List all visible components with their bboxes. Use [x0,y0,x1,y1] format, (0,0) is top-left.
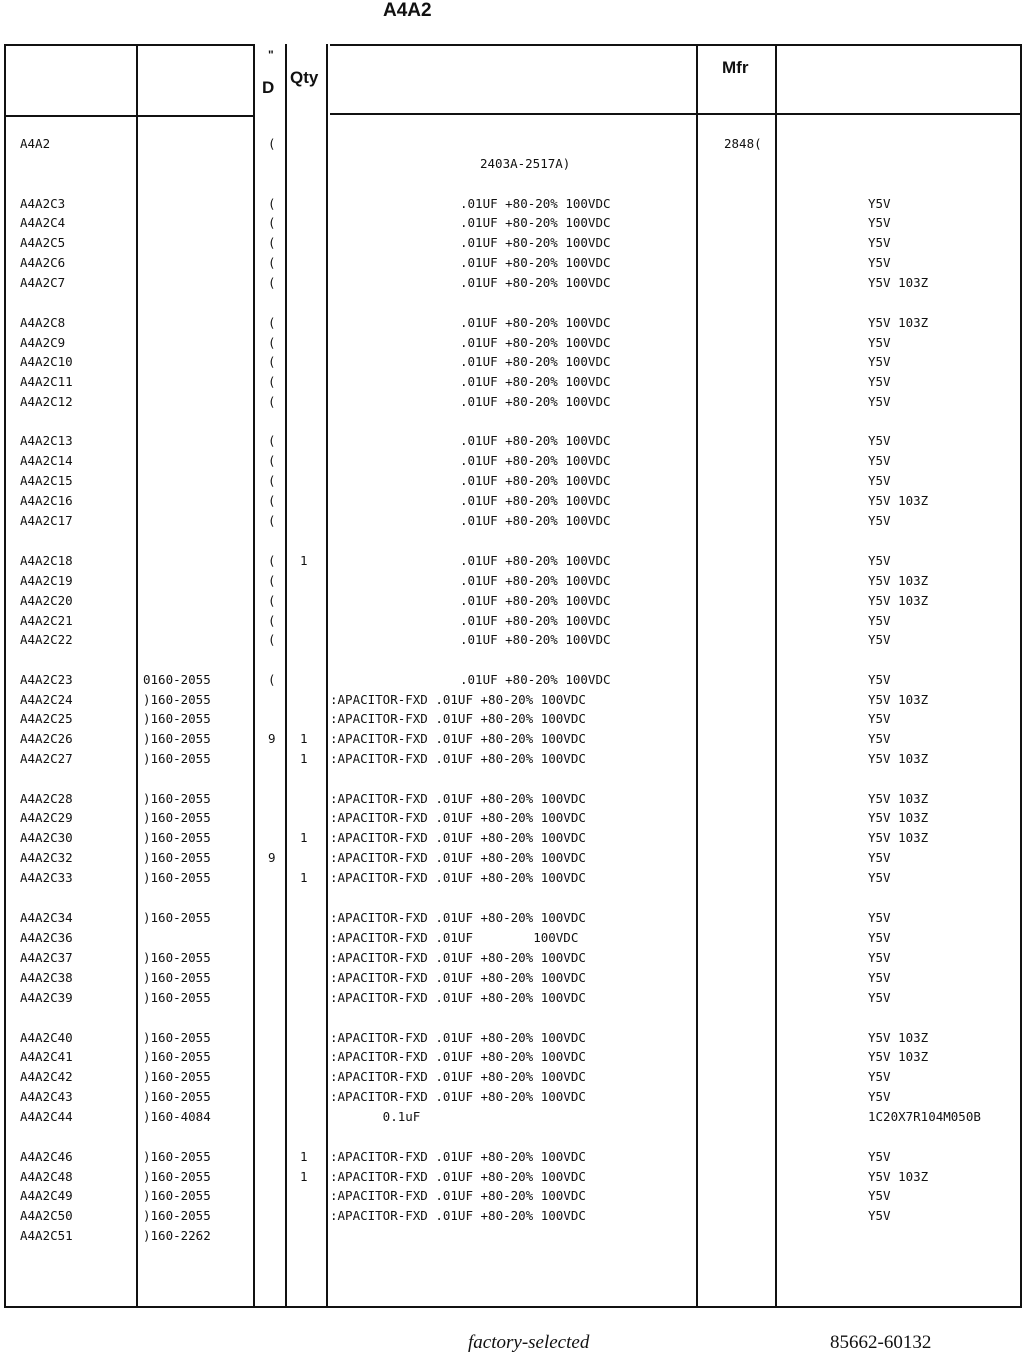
mfr-part-cell: Y5V [868,731,891,746]
mfr-part-cell: Y5V [868,1149,891,1164]
mfr-part-cell: Y5V [868,613,891,628]
part-number-cell: )160-2055 [143,850,211,865]
cd-cell: ( [268,613,276,628]
table-bottom-rule [4,1306,1022,1308]
mfr-code-cell: 2848( [724,136,762,151]
part-number-cell: )160-2055 [143,990,211,1005]
description-cell: .01UF +80-20% 100VDC [460,196,611,211]
part-number-cell: )160-2055 [143,1208,211,1223]
mfr-part-cell: Y5V [868,553,891,568]
ref-cell: A4A2C33 [20,870,73,885]
qty-cell: 1 [300,1149,308,1164]
col-divider-part [136,44,138,1308]
ref-cell: A4A2C5 [20,235,66,250]
col-divider-cd [253,44,255,1308]
part-number-cell: )160-2055 [143,1069,211,1084]
mfr-part-cell: Y5V 103Z [868,493,929,508]
cd-cell: ( [268,433,276,448]
mfr-part-cell: Y5V [868,354,891,369]
ref-cell: A4A2C34 [20,910,73,925]
ref-cell: A4A2C8 [20,315,66,330]
description-cell: .01UF +80-20% 100VDC [460,374,611,389]
description-cell: .01UF +80-20% 100VDC [460,613,611,628]
header-cd: D [262,78,275,97]
part-number-cell: )160-2262 [143,1228,211,1243]
col-divider-desc [326,44,328,1308]
page-title: A4A2 [383,0,432,21]
mfr-part-cell: Y5V 103Z [868,751,929,766]
mfr-part-cell: Y5V 103Z [868,275,929,290]
col-divider-mfrpart [775,44,777,1308]
header-qty: Qty [290,68,319,87]
mfr-part-cell: Y5V [868,374,891,389]
qty-cell: 1 [300,830,308,845]
description-cell: :APACITOR-FXD .01UF +80-20% 100VDC [330,1089,586,1104]
cd-cell: 9 [268,731,276,746]
description-cell: .01UF +80-20% 100VDC [460,315,611,330]
mfr-part-cell: Y5V [868,1208,891,1223]
mfr-part-cell: Y5V [868,235,891,250]
ref-cell: A4A2C10 [20,354,73,369]
mfr-part-cell: Y5V [868,453,891,468]
cd-cell: ( [268,473,276,488]
part-number-cell: )160-2055 [143,950,211,965]
ref-cell: A4A2C15 [20,473,73,488]
cd-cell: ( [268,315,276,330]
mfr-part-cell: Y5V [868,850,891,865]
mfr-part-cell: Y5V 103Z [868,593,929,608]
ref-cell: A4A2C3 [20,196,66,211]
cd-cell: ( [268,335,276,350]
mfr-part-cell: Y5V [868,433,891,448]
description-cell: :APACITOR-FXD .01UF +80-20% 100VDC [330,870,586,885]
header-bottom-rule [4,115,254,117]
qty-cell: 1 [300,553,308,568]
mfr-part-cell: Y5V [868,255,891,270]
mfr-part-cell: Y5V [868,335,891,350]
cd-cell: ( [268,136,276,151]
mfr-part-cell: Y5V 103Z [868,830,929,845]
header-mark: " [268,48,274,62]
mfr-part-cell: Y5V 103Z [868,1169,929,1184]
part-number-cell: )160-2055 [143,1030,211,1045]
description-cell: :APACITOR-FXD .01UF +80-20% 100VDC [330,1169,586,1184]
cd-cell: ( [268,553,276,568]
mfr-part-cell: Y5V [868,632,891,647]
description-cell: .01UF +80-20% 100VDC [460,473,611,488]
part-number-cell: )160-2055 [143,1188,211,1203]
description-cell: :APACITOR-FXD .01UF +80-20% 100VDC [330,990,586,1005]
description-cell: :APACITOR-FXD .01UF +80-20% 100VDC [330,830,586,845]
mfr-part-cell: Y5V [868,473,891,488]
mfr-part-cell: Y5V 103Z [868,1049,929,1064]
part-number-cell: )160-2055 [143,731,211,746]
mfr-part-cell: Y5V [868,930,891,945]
mfr-part-cell: Y5V [868,215,891,230]
mfr-part-cell: Y5V [868,1089,891,1104]
cd-cell: ( [268,196,276,211]
ref-cell: A4A2C11 [20,374,73,389]
ref-cell: A4A2C20 [20,593,73,608]
ref-cell: A4A2C25 [20,711,73,726]
mfr-part-cell: Y5V [868,950,891,965]
mfr-part-cell: Y5V [868,990,891,1005]
ref-cell: A4A2C19 [20,573,73,588]
ref-cell: A4A2C6 [20,255,66,270]
ref-cell: A4A2C16 [20,493,73,508]
part-number-cell: )160-2055 [143,1089,211,1104]
description-cell: :APACITOR-FXD .01UF +80-20% 100VDC [330,1030,586,1045]
description-cell: :APACITOR-FXD .01UF +80-20% 100VDC [330,850,586,865]
col-divider-mfr [696,44,698,1308]
description-cell: .01UF +80-20% 100VDC [460,493,611,508]
mfr-part-cell: Y5V 103Z [868,810,929,825]
description-cell: .01UF +80-20% 100VDC [460,255,611,270]
description-cell: .01UF +80-20% 100VDC [460,335,611,350]
ref-cell: A4A2C7 [20,275,66,290]
part-number-cell: )160-2055 [143,1169,211,1184]
description-cell: :APACITOR-FXD .01UF +80-20% 100VDC [330,1149,586,1164]
cd-cell: ( [268,593,276,608]
ref-cell: A4A2C42 [20,1069,73,1084]
cd-cell: ( [268,235,276,250]
mfr-part-cell: Y5V [868,394,891,409]
description-cell: .01UF +80-20% 100VDC [460,453,611,468]
mfr-part-cell: Y5V [868,513,891,528]
mfr-part-cell: Y5V 103Z [868,791,929,806]
table-top-rule [4,44,254,46]
cd-cell: ( [268,215,276,230]
part-number-cell: )160-2055 [143,711,211,726]
part-number-cell: )160-4084 [143,1109,211,1124]
cd-cell: ( [268,354,276,369]
ref-cell: A4A2C29 [20,810,73,825]
mfr-part-cell: Y5V [868,1188,891,1203]
description-cell: :APACITOR-FXD .01UF +80-20% 100VDC [330,910,586,925]
cd-cell: ( [268,394,276,409]
ref-cell: A4A2C18 [20,553,73,568]
description-cell: :APACITOR-FXD .01UF +80-20% 100VDC [330,1049,586,1064]
header-bottom-rule-right [330,113,1022,115]
mfr-part-cell: Y5V [868,711,891,726]
col-divider-left [4,44,6,1308]
ref-cell: A4A2C24 [20,692,73,707]
cd-cell: ( [268,275,276,290]
part-number-cell: )160-2055 [143,830,211,845]
part-number-cell: )160-2055 [143,791,211,806]
description-cell: :APACITOR-FXD .01UF +80-20% 100VDC [330,692,586,707]
description-cell: .01UF +80-20% 100VDC [460,275,611,290]
footer-note: factory-selected [468,1332,590,1353]
description-cell: :APACITOR-FXD .01UF +80-20% 100VDC [330,731,586,746]
qty-cell: 1 [300,1169,308,1184]
ref-cell: A4A2C28 [20,791,73,806]
description-cell: .01UF +80-20% 100VDC [460,593,611,608]
cd-cell: ( [268,513,276,528]
ref-cell: A4A2C22 [20,632,73,647]
ref-cell: A4A2C4 [20,215,66,230]
description-cell: :APACITOR-FXD .01UF +80-20% 100VDC [330,751,586,766]
ref-cell: A4A2C43 [20,1089,73,1104]
mfr-part-cell: Y5V [868,196,891,211]
part-number-cell: )160-2055 [143,692,211,707]
mfr-part-cell: Y5V [868,672,891,687]
description-cell: :APACITOR-FXD .01UF +80-20% 100VDC [330,810,586,825]
cd-cell: ( [268,573,276,588]
ref-cell: A4A2C23 [20,672,73,687]
mfr-part-cell: Y5V 103Z [868,692,929,707]
description-cell: 0.1uF [330,1109,421,1124]
part-number-cell: )160-2055 [143,1149,211,1164]
ref-cell: A4A2C17 [20,513,73,528]
description-cell: .01UF +80-20% 100VDC [460,632,611,647]
description-cell: :APACITOR-FXD .01UF +80-20% 100VDC [330,1188,586,1203]
ref-cell: A4A2C13 [20,433,73,448]
mfr-part-cell: Y5V [868,970,891,985]
qty-cell: 1 [300,731,308,746]
ref-cell: A4A2C30 [20,830,73,845]
ref-cell: A4A2C49 [20,1188,73,1203]
ref-cell: A4A2C37 [20,950,73,965]
part-number-cell: )160-2055 [143,910,211,925]
mfr-part-cell: Y5V 103Z [868,1030,929,1045]
ref-cell: A4A2C36 [20,930,73,945]
ref-cell: A4A2C26 [20,731,73,746]
ref-cell: A4A2C27 [20,751,73,766]
ref-cell: A4A2C48 [20,1169,73,1184]
cd-cell: ( [268,453,276,468]
description-cell: .01UF +80-20% 100VDC [460,513,611,528]
part-number-cell: )160-2055 [143,970,211,985]
ref-cell: A4A2C12 [20,394,73,409]
mfr-part-cell: Y5V [868,910,891,925]
part-number-cell: 0160-2055 [143,672,211,687]
part-number-cell: )160-2055 [143,810,211,825]
description-cell: .01UF +80-20% 100VDC [460,235,611,250]
mfr-part-cell: Y5V [868,1069,891,1084]
ref-cell: A4A2C32 [20,850,73,865]
ref-cell: A4A2C38 [20,970,73,985]
description-cell: .01UF +80-20% 100VDC [460,394,611,409]
part-number-cell: )160-2055 [143,1049,211,1064]
ref-cell: A4A2C46 [20,1149,73,1164]
ref-cell: A4A2C51 [20,1228,73,1243]
header-mfr: Mfr [722,58,749,77]
ref-cell: A4A2C40 [20,1030,73,1045]
footer-part-number: 85662-60132 [830,1332,932,1353]
mfr-part-cell: Y5V 103Z [868,573,929,588]
description-cell: :APACITOR-FXD .01UF +80-20% 100VDC [330,791,586,806]
ref-cell: A4A2 [20,136,51,151]
part-number-cell: )160-2055 [143,870,211,885]
ref-cell: A4A2C44 [20,1109,73,1124]
cd-cell: ( [268,255,276,270]
qty-cell: 1 [300,870,308,885]
description-cell: :APACITOR-FXD .01UF +80-20% 100VDC [330,1069,586,1084]
cd-cell: ( [268,672,276,687]
description-cell: .01UF +80-20% 100VDC [460,433,611,448]
ref-cell: A4A2C39 [20,990,73,1005]
ref-cell: A4A2C9 [20,335,66,350]
description-cell: :APACITOR-FXD .01UF +80-20% 100VDC [330,1208,586,1223]
mfr-part-cell: Y5V 103Z [868,315,929,330]
ref-cell: A4A2C21 [20,613,73,628]
part-number-cell: )160-2055 [143,751,211,766]
description-cell: 2403A-2517A) [480,156,571,171]
cd-cell: ( [268,632,276,647]
description-cell: .01UF +80-20% 100VDC [460,553,611,568]
cd-cell: ( [268,493,276,508]
description-cell: :APACITOR-FXD .01UF 100VDC [330,930,579,945]
description-cell: :APACITOR-FXD .01UF +80-20% 100VDC [330,950,586,965]
cd-cell: 9 [268,850,276,865]
mfr-part-cell: Y5V [868,870,891,885]
description-cell: :APACITOR-FXD .01UF +80-20% 100VDC [330,970,586,985]
description-cell: .01UF +80-20% 100VDC [460,215,611,230]
qty-cell: 1 [300,751,308,766]
col-divider-qty [285,44,287,1308]
col-divider-right [1020,44,1022,1308]
ref-cell: A4A2C41 [20,1049,73,1064]
table-top-rule-right [330,44,1022,46]
description-cell: :APACITOR-FXD .01UF +80-20% 100VDC [330,711,586,726]
ref-cell: A4A2C50 [20,1208,73,1223]
mfr-part-cell: 1C20X7R104M050B [868,1109,981,1124]
description-cell: .01UF +80-20% 100VDC [460,354,611,369]
cd-cell: ( [268,374,276,389]
description-cell: .01UF +80-20% 100VDC [460,573,611,588]
description-cell: .01UF +80-20% 100VDC [460,672,611,687]
ref-cell: A4A2C14 [20,453,73,468]
